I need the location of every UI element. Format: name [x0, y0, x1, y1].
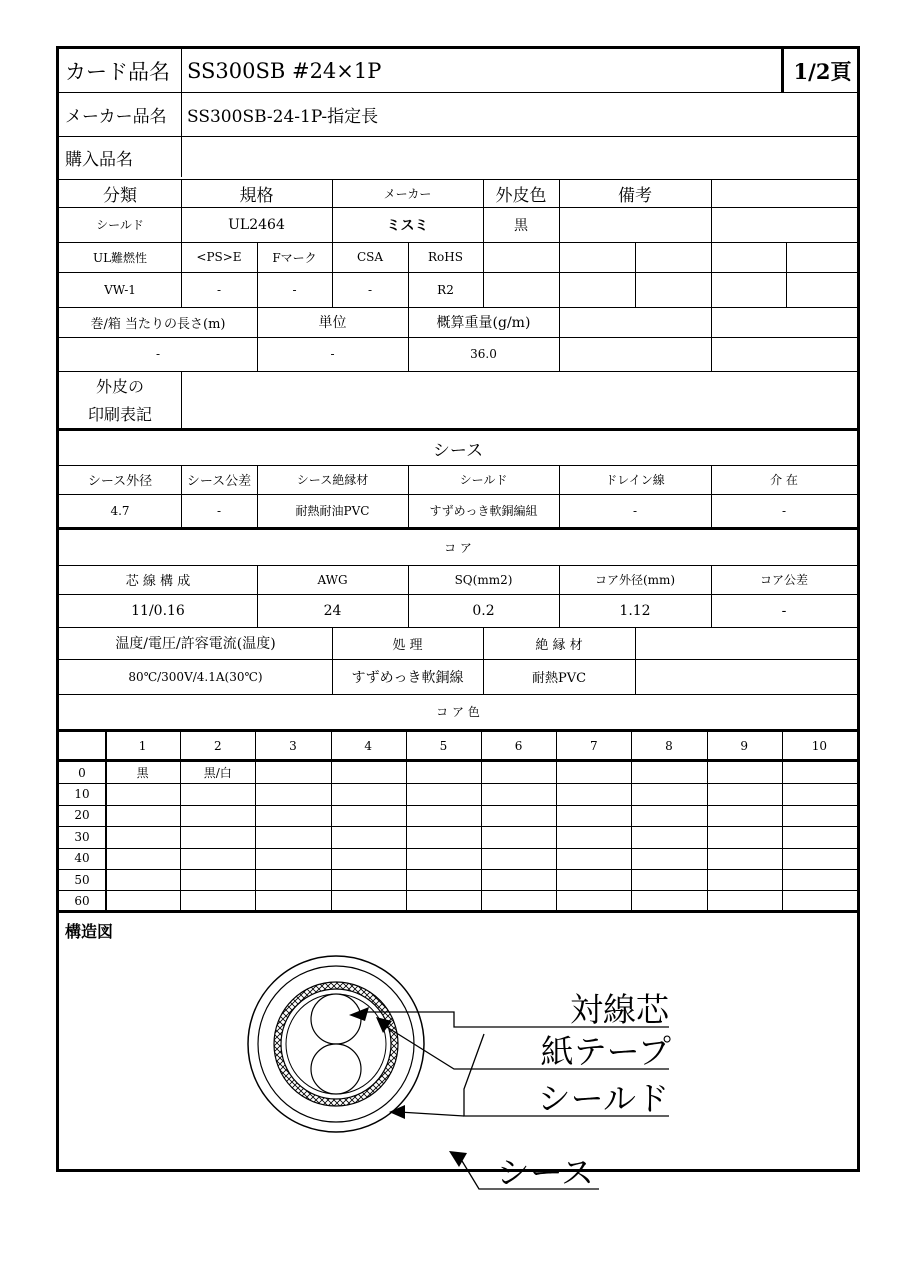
- core-color-cell: [631, 783, 706, 804]
- cert-header-fmark: Fマーク: [272, 250, 317, 265]
- sheath-header-insulation: シース絶縁材: [296, 473, 369, 487]
- core-color-cell: [180, 848, 255, 869]
- core-color-column-header: 7: [589, 739, 598, 753]
- core-color-cell: [180, 890, 255, 911]
- core-color-cell: [255, 805, 330, 826]
- rating-header-temp: 温度/電圧/許容電流(温度): [115, 636, 276, 652]
- cert-header-flame: UL難燃性: [92, 250, 148, 265]
- class-header-category: 分類: [103, 185, 137, 206]
- card-name-label: カード品名: [65, 59, 170, 84]
- core-color-cell: [105, 890, 180, 911]
- core-color-cell: [556, 890, 631, 911]
- cert-header-pse: <PS>E: [196, 250, 242, 264]
- core-color-cell: [331, 762, 406, 783]
- core-color-cell: [481, 826, 556, 847]
- core-color-cell: [406, 848, 481, 869]
- sheath-header-drain: ドレイン線: [605, 473, 665, 487]
- core-color-cell: [105, 869, 180, 890]
- weight-header-weight: 概算重量(g/m): [436, 315, 531, 331]
- sheath-header-tolerance: シース公差: [186, 474, 252, 489]
- core-color-cell: [631, 848, 706, 869]
- grid-col-line: [782, 732, 783, 910]
- core-color-cell: [556, 848, 631, 869]
- core-header-tolerance: コア公差: [759, 573, 808, 587]
- cert-value-pse: -: [216, 282, 222, 297]
- core-header-awg: AWG: [317, 572, 348, 587]
- rating-header-insulation: 絶 縁 材: [535, 637, 583, 653]
- sheath-value-filler: -: [781, 503, 787, 518]
- label-pair-core: 対線芯: [570, 990, 669, 1029]
- class-value-standard: UL2464: [228, 216, 285, 233]
- core-color-cell: [556, 783, 631, 804]
- print-marking-label-line2: 印刷表記: [87, 405, 152, 424]
- sheath-value-insulation: 耐熱耐油PVC: [295, 504, 370, 518]
- core-color-cell: [331, 848, 406, 869]
- cert-value-csa: -: [367, 282, 373, 297]
- sheath-value-shield: すずめっき軟銅編組: [429, 504, 538, 518]
- core-color-cell: [180, 805, 255, 826]
- spec-sheet: [56, 46, 860, 1192]
- print-marking-value: [181, 371, 857, 429]
- core-value-strand: 11/0.16: [131, 602, 185, 619]
- core-color-column-header: 9: [740, 739, 748, 753]
- grid-col-line: [255, 732, 256, 910]
- core-color-cell: [105, 783, 180, 804]
- core-color-cell: 黒/白: [203, 766, 232, 781]
- core-color-cell: 黒: [136, 766, 149, 781]
- grid-col-line: [331, 732, 332, 910]
- core-color-cell: [331, 869, 406, 890]
- core-color-cell: [255, 869, 330, 890]
- cert-value-fmark: -: [292, 282, 297, 297]
- core-color-cell: [631, 826, 706, 847]
- core-color-cell: [255, 783, 330, 804]
- core-header-od: コア外径(mm): [594, 573, 676, 587]
- rating-value-temp: 80℃/300V/4.1A(30℃): [128, 669, 263, 684]
- core-color-cell: [707, 869, 782, 890]
- core-color-cell: [556, 826, 631, 847]
- core-wire-1: [311, 994, 361, 1044]
- core-color-cell: [631, 890, 706, 911]
- core-color-column-header: 1: [138, 739, 147, 753]
- core-color-cell: [782, 762, 857, 783]
- class-header-color: 外皮色: [495, 185, 547, 206]
- core-color-cell: [406, 762, 481, 783]
- class-value-maker: ミスミ: [386, 217, 429, 234]
- core-color-cell: [556, 762, 631, 783]
- core-color-cell: [631, 805, 706, 826]
- purchase-name-label: 購入品名: [65, 150, 133, 170]
- core-color-column-header: 8: [665, 739, 673, 753]
- core-color-cell: [331, 783, 406, 804]
- core-color-row-label: 40: [74, 851, 90, 866]
- core-color-title: コ ア 色: [436, 705, 480, 719]
- weight-value-unit: -: [330, 347, 335, 361]
- purchase-name-value: [181, 136, 781, 179]
- core-color-cell: [481, 890, 556, 911]
- core-color-cell: [255, 848, 330, 869]
- sheath-value-od: 4.7: [110, 503, 130, 518]
- core-color-cell: [406, 826, 481, 847]
- core-color-cell: [406, 805, 481, 826]
- core-color-cell: [331, 890, 406, 911]
- label-sheath: シース: [496, 1153, 594, 1192]
- core-color-cell: [481, 848, 556, 869]
- core-value-od: 1.12: [619, 602, 651, 619]
- core-color-cell: [105, 826, 180, 847]
- core-color-cell: [782, 848, 857, 869]
- core-color-cell: [255, 826, 330, 847]
- rating-header-treatment: 処 理: [392, 637, 423, 653]
- core-color-cell: [406, 783, 481, 804]
- core-color-cell: [105, 848, 180, 869]
- sheath-header-filler: 介 在: [770, 473, 798, 487]
- structure-title: 構造図: [65, 921, 114, 941]
- core-color-cell: [782, 890, 857, 911]
- print-marking-label: [59, 373, 181, 429]
- core-color-cell: [481, 869, 556, 890]
- core-value-sq: 0.2: [472, 602, 495, 619]
- weight-header-unit: 単位: [318, 315, 347, 331]
- grid-col-line: [180, 732, 181, 910]
- core-color-cell: [707, 805, 782, 826]
- core-color-cell: [105, 805, 180, 826]
- core-color-cell: [255, 762, 330, 783]
- sheath-title: シース: [432, 440, 484, 461]
- weight-value-weight: 36.0: [470, 347, 497, 361]
- class-header-remarks: 備考: [618, 185, 652, 206]
- weight-value-length: -: [155, 347, 161, 361]
- rating-value-treatment: すずめっき軟銅線: [351, 669, 464, 686]
- core-color-column-header: 6: [514, 739, 523, 753]
- sheath-header-od: シース外径: [87, 474, 153, 489]
- class-header-standard: 規格: [239, 185, 274, 206]
- core-color-cell: [631, 762, 706, 783]
- core-title: コ ア: [444, 541, 472, 555]
- maker-name-label: メーカー品名: [65, 106, 167, 127]
- core-color-cell: [180, 826, 255, 847]
- core-color-cell: [406, 869, 481, 890]
- core-color-cell: [631, 869, 706, 890]
- sheath-value-tolerance: -: [216, 503, 222, 518]
- core-color-cell: [782, 805, 857, 826]
- cert-header-csa: CSA: [356, 250, 384, 264]
- grid-col-line: [481, 732, 482, 910]
- core-color-cell: [782, 869, 857, 890]
- core-value-awg: 24: [323, 602, 342, 619]
- core-color-column-header: 10: [811, 739, 828, 753]
- sheath-value-drain: -: [632, 503, 638, 518]
- class-value-remarks: [559, 207, 711, 242]
- core-color-grid: [59, 732, 857, 910]
- print-marking-label-line1: 外皮の: [95, 377, 144, 396]
- core-color-cell: [707, 762, 782, 783]
- core-color-cell: [180, 783, 255, 804]
- core-color-row-label: 10: [74, 787, 90, 802]
- core-color-cell: [255, 890, 330, 911]
- class-header-maker: メーカー: [383, 186, 432, 201]
- core-color-cell: [556, 805, 631, 826]
- cert-value-flame: VW-1: [104, 282, 136, 297]
- cert-value-rohs: R2: [437, 282, 454, 297]
- core-color-cell: [707, 890, 782, 911]
- core-color-column-header: 5: [439, 739, 448, 753]
- core-color-column-header: 3: [289, 739, 297, 753]
- core-color-cell: [782, 783, 857, 804]
- rating-value-insulation: 耐熱PVC: [531, 671, 587, 686]
- grid-col-line: [707, 732, 708, 910]
- core-color-cell: [481, 805, 556, 826]
- core-color-cell: [331, 826, 406, 847]
- core-color-cell: [331, 805, 406, 826]
- core-color-cell: [707, 826, 782, 847]
- core-color-row-label: 20: [74, 808, 90, 823]
- core-header-sq: SQ(mm2): [454, 572, 513, 587]
- weight-header-length: 巻/箱 当たりの長さ(m): [90, 316, 226, 332]
- core-color-cell: [707, 848, 782, 869]
- class-value-category: シールド: [96, 218, 144, 232]
- core-header-strand: 芯 線 構 成: [125, 574, 191, 589]
- core-color-row-label: 60: [74, 894, 90, 909]
- core-value-tolerance: -: [781, 602, 787, 619]
- grid-col-line: [631, 732, 632, 910]
- sheath-header-shield: シールド: [459, 473, 508, 487]
- core-color-row-label: 0: [78, 765, 86, 780]
- core-color-cell: [406, 890, 481, 911]
- label-shield: シールド: [537, 1079, 669, 1118]
- card-name-value: SS300SB #24×1P: [187, 58, 382, 83]
- core-color-cell: [481, 762, 556, 783]
- core-color-row-label: 50: [74, 872, 90, 887]
- cable-structure-diagram: [259, 929, 699, 1192]
- core-color-column-header: 2: [213, 739, 222, 753]
- grid-col-line: [105, 732, 107, 910]
- core-color-cell: [180, 869, 255, 890]
- core-color-row-label: 30: [74, 829, 90, 844]
- grid-col-line: [406, 732, 407, 910]
- core-color-cell: [782, 826, 857, 847]
- label-paper-tape: 紙テープ: [540, 1032, 671, 1071]
- core-color-cell: [707, 783, 782, 804]
- core-wire-2: [311, 1044, 361, 1094]
- class-value-color: 黒: [514, 217, 528, 234]
- maker-name-value: SS300SB-24-1P-指定長: [187, 106, 379, 127]
- core-color-cell: [481, 783, 556, 804]
- grid-col-line: [556, 732, 557, 910]
- core-color-column-header: 4: [364, 739, 372, 753]
- cert-header-rohs: RoHS: [428, 250, 463, 264]
- core-color-cell: [556, 869, 631, 890]
- page-number: 1/2頁: [793, 58, 852, 84]
